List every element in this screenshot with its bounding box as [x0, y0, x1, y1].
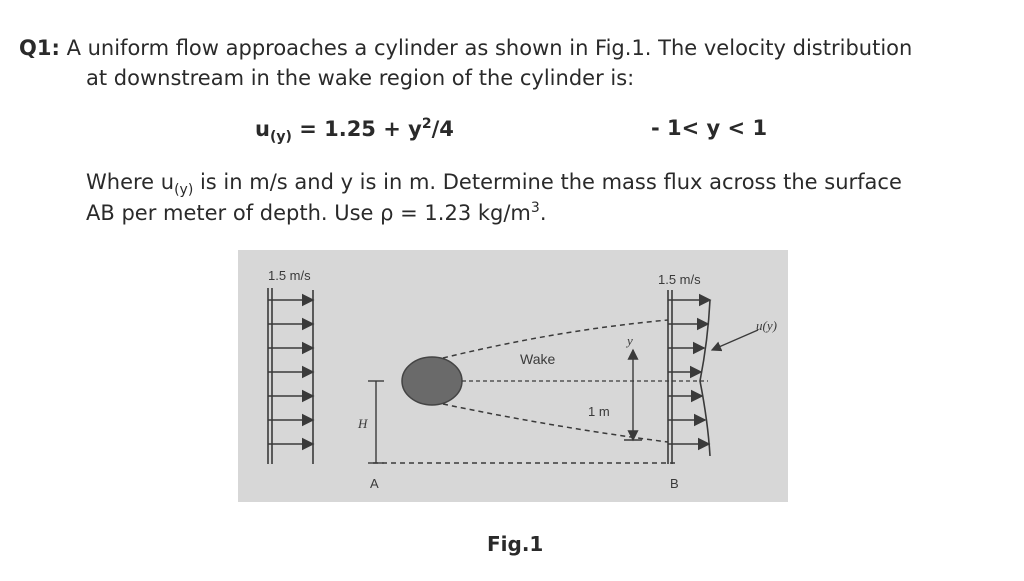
inflow-velocity-profile: [268, 288, 313, 464]
where-line-2: [86, 200, 547, 225]
h-dimension: [368, 381, 384, 463]
y-label: y: [627, 333, 633, 348]
where-line-1-a: Where u: [86, 170, 175, 194]
cylinder: [402, 357, 462, 405]
figure-1: [238, 250, 788, 502]
eq-u: u: [255, 117, 270, 141]
where-subscript: (y): [174, 182, 194, 199]
eq-rhs: = 1.25 + y: [299, 117, 422, 141]
question-line-1: [19, 36, 912, 60]
question-line-2: at downstream in the wake region of the cylinder is:: [86, 66, 635, 90]
where-line-2-text: AB per meter of depth. Use ρ = 1.23 kg/m: [86, 201, 531, 225]
a-label: A: [370, 476, 379, 491]
h-label: H: [358, 416, 368, 431]
b-label: B: [670, 476, 679, 491]
where-exponent: 3: [530, 200, 540, 216]
eq-rhs-tail: /4: [431, 117, 454, 141]
where-line-1: [86, 170, 902, 198]
figure-diagram: [238, 250, 788, 502]
question-label: Q1:: [19, 36, 60, 60]
figure-caption: Fig.1: [487, 532, 544, 556]
wake-label: Wake: [520, 351, 556, 367]
one-meter-label: 1 m: [588, 404, 610, 419]
profile-label: u(y): [756, 318, 777, 333]
where-line-2-end: .: [539, 201, 547, 225]
equation-range: - 1< y < 1: [651, 116, 768, 140]
eq-u-subscript: (y): [269, 129, 292, 146]
one-meter-dimension: [624, 350, 642, 440]
profile-leader: [712, 330, 758, 350]
where-line-1-b: is in m/s and y is in m. Determine the mass flux across the surface: [193, 170, 902, 194]
outflow-label: 1.5 m/s: [658, 272, 701, 287]
outflow-velocity-profile: [668, 290, 710, 464]
eq-exponent: 2: [421, 116, 432, 132]
velocity-equation: [255, 116, 454, 145]
question-line-1-text: A uniform flow approaches a cylinder as shown in Fig.1. The velocity distribution: [66, 36, 913, 60]
inflow-label: 1.5 m/s: [268, 268, 311, 283]
